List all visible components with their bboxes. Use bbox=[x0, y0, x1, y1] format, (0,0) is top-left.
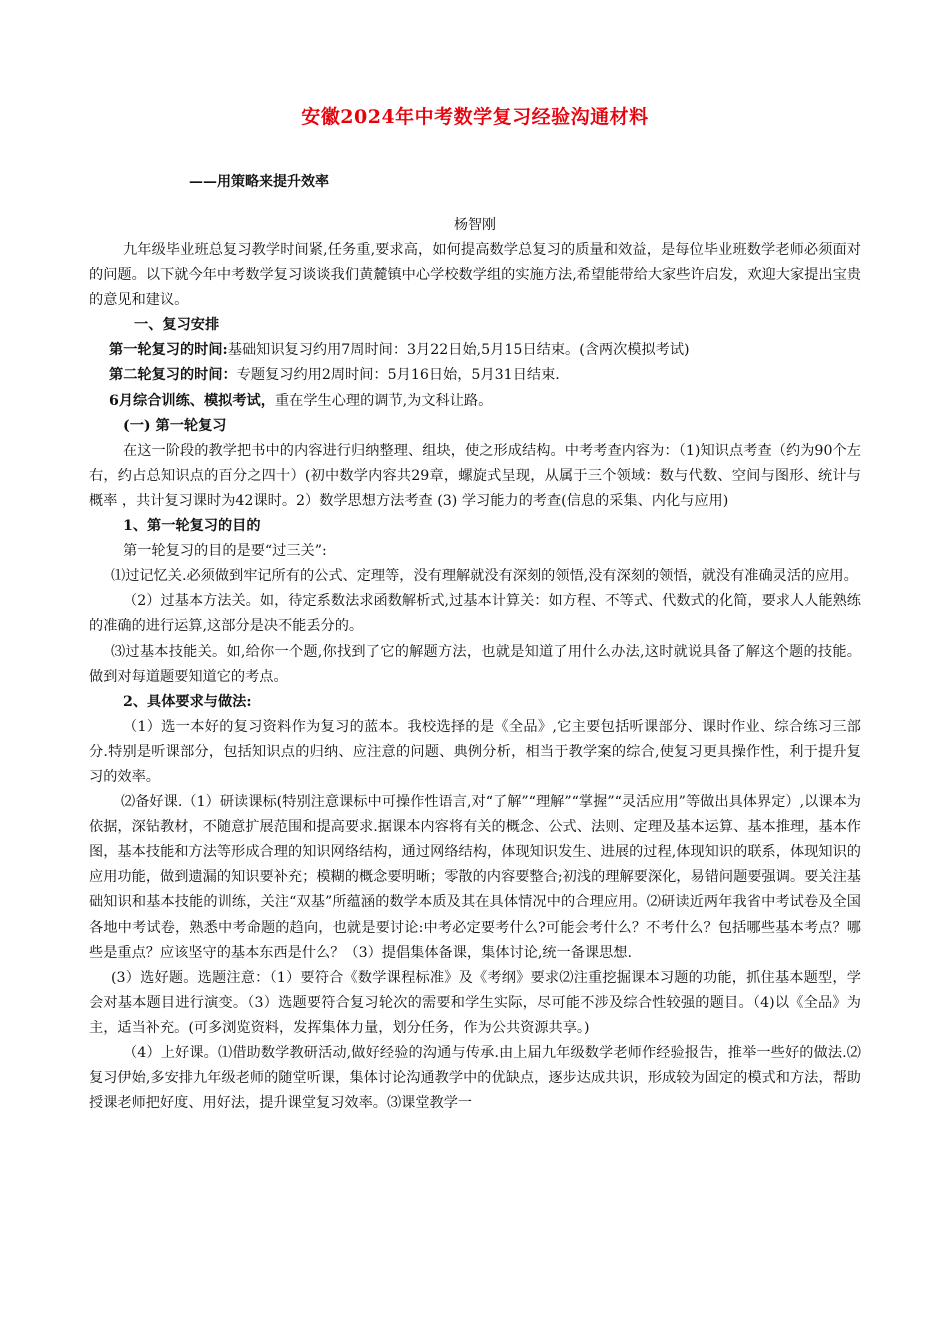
purpose-heading: 1、第一轮复习的目的 bbox=[123, 518, 261, 535]
req-teaching-paragraph: （4）上好课。⑴借助数学教研活动,做好经验的沟通与传承.由上届九年级数学老师作经验报告，推举一些好的做法.⑵复习伊始,多安排九年级老师的随堂听课，集体讨论沟通教学中的优缺点，逐步达成共识，形成较为固定的模式和方法，帮助授课老师把好度、用好法，提升课堂复习效率。⑶课堂教学一 bbox=[89, 1045, 861, 1112]
round2-line bbox=[89, 363, 861, 388]
req-materials-paragraph: （1）选一本好的复习资料作为复习的蓝本。我校选择的是《全品》,它主要包括听课部分、课时作业、综合练习三部分.特别是听课部分，包括知识点的归纳、应注意的问题、典例分析，相当于教学案的综合,使复习更具操作性，利于提升复习的效率。 bbox=[89, 718, 861, 785]
round2-label: 第二轮复习的时间： bbox=[109, 367, 237, 384]
round1-line bbox=[89, 338, 861, 363]
june-text: 重在学生心理的调节,为文科让路。 bbox=[274, 392, 493, 409]
requirements-heading: 2、具体要求与做法: bbox=[123, 693, 252, 710]
section-heading-review-plan: 一、复习安排 bbox=[134, 317, 220, 334]
subsection-heading-round1: (一) 第一轮复习 bbox=[123, 417, 227, 434]
round1-label: 第一轮复习的时间: bbox=[109, 342, 228, 359]
june-label: 6月综合训练、模拟考试， bbox=[109, 392, 275, 409]
pass-skill-paragraph: ⑶过基本技能关。如,给你一个题,你找到了它的解题方法，也就是知道了用什么办法,这时就说具备了解这个题的技能。做到对每道题要知道它的考点。 bbox=[89, 643, 861, 685]
req-prepare-paragraph: ⑵备好课.（1）研读课标(特别注意课标中可操作性语言,对“了解”“理解”“掌握”“灵活应用”等做出具体界定）,以课本为依据，深钻教材，不随意扩展范围和提高要求.据课本内容将有关的概念、公式、法则、定理及基本运算、基本推理，基本作图，基本技能和方法等形成合理的知识网络结构，通过网络结构，体现知识发生、进展的过程,体现知识的联系，体现知识的应用功能，做到遗漏的知识要补充；模糊的概念要明晰；零散的内容要整合;初浅的理解要深化，易错问题要强调。要关注基础知识和基本技能的训练，关注“双基”所蕴涵的数学本质及其在具体情况中的合理应用。⑵研读近两年我省中考试卷及全国各地中考试卷，熟悉中考命题的趋向，也就是要讨论:中考必定要考什么?可能会考什么？不考什么？包括哪些基本考点？哪些是重点？应该坚守的基本东西是什么？（3）提倡集体备课，集体讨论,统一备课思想. bbox=[89, 794, 861, 961]
pass-memory-paragraph: ⑴过记忆关.必须做到牢记所有的公式、定理等，没有理解就没有深刻的领悟,没有深刻的领悟，就没有准确灵活的应用。 bbox=[111, 568, 858, 585]
document-title: 安徽2024年中考数学复习经验沟通材料 bbox=[301, 106, 649, 128]
document-subtitle: ——用策略来提升效率 bbox=[189, 174, 329, 190]
june-line bbox=[89, 389, 861, 414]
stage-paragraph: 在这一阶段的教学把书中的内容进行归纳整理、组块，使之形成结构。中考考查内容为：（1)知识点考查（约为90个左右，约占总知识点的百分之四十）(初中数学内容共29章，螺旋式呈现，从属于三个领域：数与代数、空间与图形、统计与概率 ，共计复习课时为42课时。2）数学思想方法考查 (3) 学习能力的考查(信息的采集、内化与应用) bbox=[89, 442, 861, 509]
req-questions-paragraph: (3）选好题。选题注意：（1）要符合《数学课程标准》及《考纲》要求⑵注重挖掘课本习题的功能，抓住基本题型，学会对基本题目进行演变。（3）选题要符合复习轮次的需要和学生实际，尽可能不涉及综合性较强的题目。（4)以《全品》为主，适当补充。(可多浏览资料，发挥集体力量，划分任务，作为公共资源共享。) bbox=[89, 969, 861, 1036]
round2-text: 专题复习约用2周时间：5月16日始，5月31日结束. bbox=[236, 367, 560, 384]
purpose-intro: 第一轮复习的目的是要“过三关”: bbox=[123, 543, 327, 560]
round1-text: 基础知识复习约用7周时间：3月22日始,5月15日结束。(含两次模拟考试) bbox=[227, 342, 690, 359]
document-body bbox=[89, 238, 861, 1116]
intro-paragraph: 九年级毕业班总复习教学时间紧,任务重,要求高，如何提高数学总复习的质量和效益，是每位毕业班数学老师必须面对的问题。以下就今年中考数学复习谈谈我们黄麓镇中心学校数学组的实施方法,希望能带给大家些许启发，欢迎大家提出宝贵的意见和建议。 bbox=[89, 242, 861, 309]
pass-method-paragraph: （2）过基本方法关。如，待定系数法求函数解析式,过基本计算关：如方程、不等式、代数式的化简，要求人人能熟练的准确的进行运算,这部分是决不能丢分的。 bbox=[89, 593, 861, 635]
author-name: 杨智刚 bbox=[454, 217, 496, 233]
